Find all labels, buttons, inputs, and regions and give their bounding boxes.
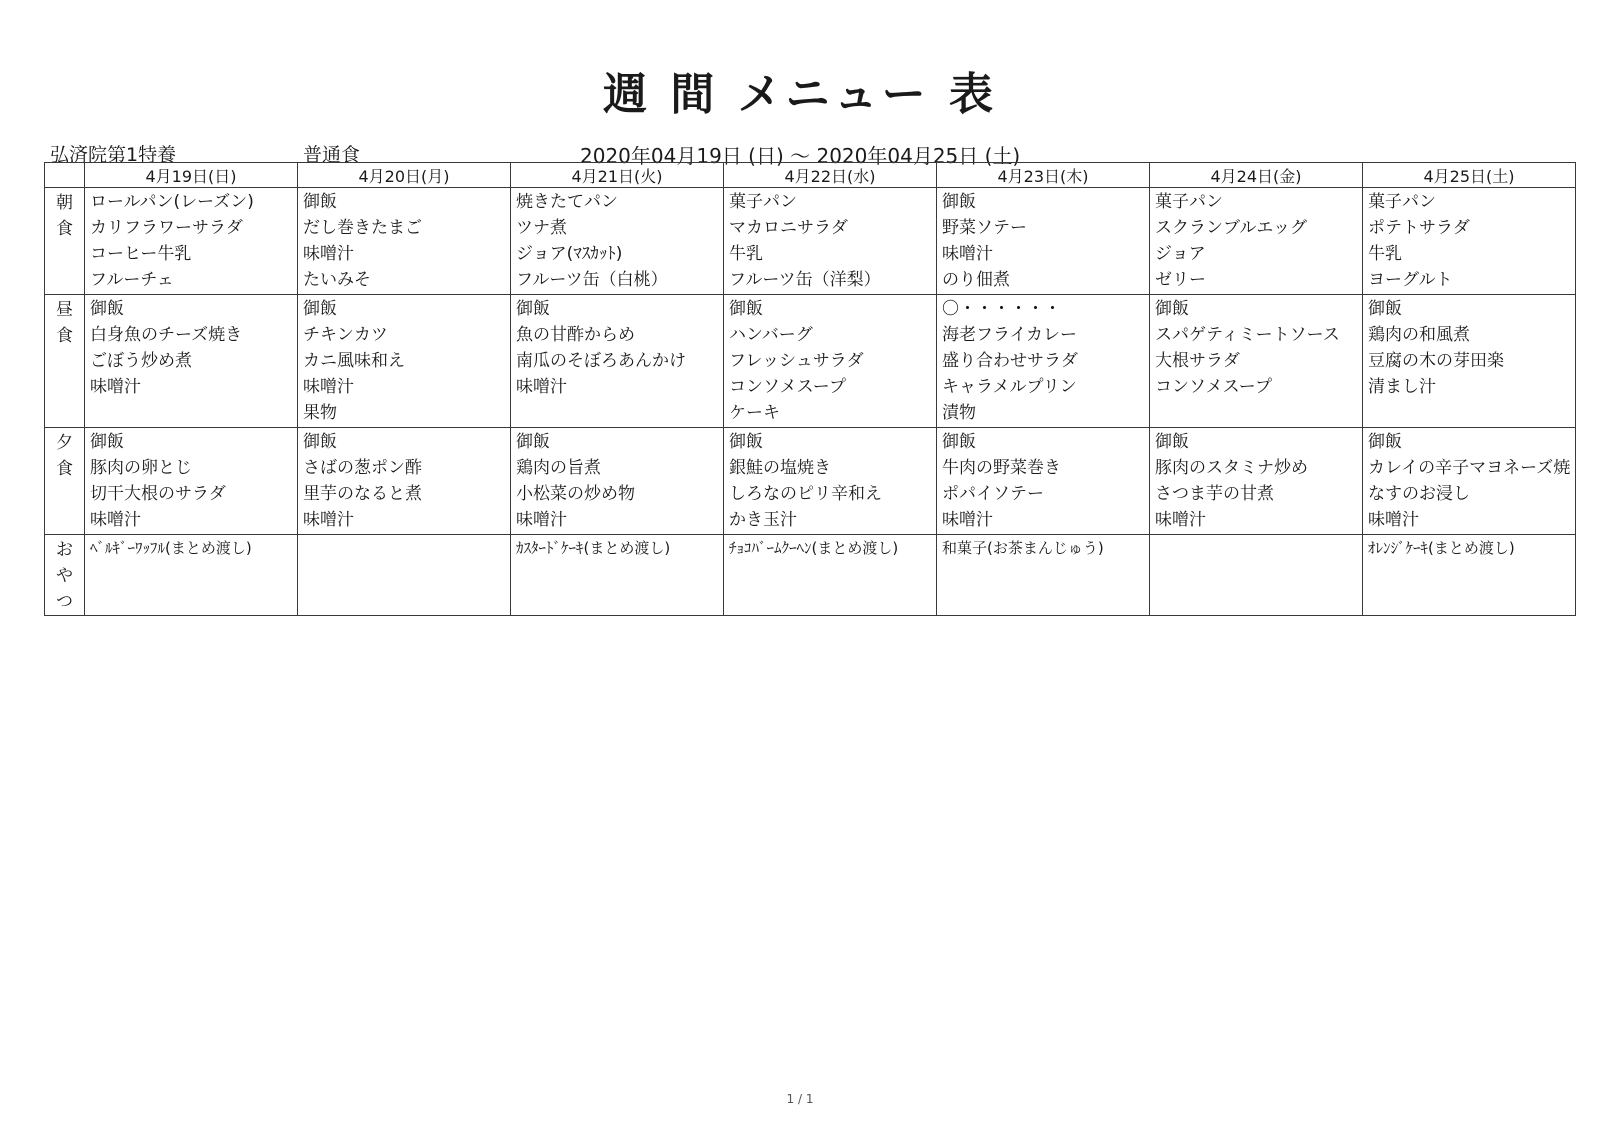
menu-item: フレッシュサラダ [729, 351, 864, 371]
menu-item: 味噌汁 [942, 510, 993, 530]
menu-item: ポテトサラダ [1368, 218, 1470, 238]
menu-item: 菓子パン [1368, 192, 1436, 212]
menu-item: 豆腐の木の芽田楽 [1368, 351, 1504, 371]
menu-item: 菓子パン [729, 192, 797, 212]
menu-item: 野菜ソテー [942, 218, 1027, 238]
dinner-cell [724, 428, 937, 535]
corner-cell [45, 163, 85, 188]
menu-item: 銀鮭の塩焼き [729, 458, 831, 478]
menu-item: スパゲティミートソース [1155, 325, 1340, 345]
menu-item: 御飯 [1155, 299, 1189, 319]
menu-item: 御飯 [942, 192, 976, 212]
menu-item: 御飯 [1368, 299, 1402, 319]
menu-item: 御飯 [942, 432, 976, 452]
facility-name: 弘済院第1特養 [50, 144, 177, 166]
menu-item: カニ風味和え [303, 351, 405, 371]
breakfast-row [45, 188, 1576, 295]
menu-item: かき玉汁 [729, 510, 797, 530]
menu-item: のり佃煮 [942, 270, 1010, 290]
menu-item: 焼きたてパン [516, 192, 618, 212]
dinner-label: 夕 食 [45, 428, 85, 535]
snack-cell [511, 535, 724, 616]
menu-item: 御飯 [516, 299, 550, 319]
menu-item: 味噌汁 [90, 377, 141, 397]
page-title: 週 間 メニュー 表 [603, 69, 997, 120]
page-number: 1 / 1 [786, 1092, 814, 1106]
menu-item: だし巻きたまご [303, 218, 422, 238]
menu-item: 鶏肉の和風煮 [1368, 325, 1470, 345]
menu-item: スクランブルエッグ [1155, 218, 1307, 238]
menu-item: 御飯 [1368, 432, 1402, 452]
menu-item: 味噌汁 [516, 377, 567, 397]
lunch-cell [937, 295, 1150, 428]
breakfast-cell [1363, 188, 1576, 295]
menu-item: 里芋のなると煮 [303, 484, 422, 504]
menu-item: コンソメスープ [729, 377, 846, 397]
menu-item: 大根サラダ [1155, 351, 1240, 371]
menu-item: 味噌汁 [942, 244, 993, 264]
menu-item: 豚肉のスタミナ炒め [1155, 458, 1308, 478]
breakfast-cell [937, 188, 1150, 295]
snack-cell [85, 535, 298, 616]
menu-item: 味噌汁 [516, 510, 567, 530]
lunch-cell [511, 295, 724, 428]
menu-item: ハンバーグ [729, 325, 813, 345]
menu-item: コンソメスープ [1155, 377, 1272, 397]
menu-item: しろなのピリ辛和え [729, 484, 882, 504]
menu-item: 和菓子(お茶まんじゅう) [942, 539, 1104, 557]
menu-item: ヨーグルト [1368, 270, 1453, 290]
snack-cell [1363, 535, 1576, 616]
day-header: 4月25日(土) [1363, 163, 1576, 188]
menu-item: 牛乳 [729, 244, 763, 264]
menu-item: さつま芋の甘煮 [1155, 484, 1274, 504]
menu-item: なすのお浸し [1368, 484, 1470, 504]
breakfast-cell [85, 188, 298, 295]
snack-cell [724, 535, 937, 616]
snack-cell [298, 535, 511, 616]
menu-item: 魚の甘酢からめ [516, 325, 635, 345]
menu-item: 菓子パン [1155, 192, 1223, 212]
dinner-cell [85, 428, 298, 535]
menu-item: カレイの辛子マヨネーズ焼 [1368, 458, 1571, 478]
menu-item: ゼリー [1155, 270, 1206, 290]
menu-item: 南瓜のそぼろあんかけ [516, 351, 686, 371]
menu-item: 味噌汁 [303, 377, 354, 397]
menu-item: 豚肉の卵とじ [90, 458, 192, 478]
breakfast-cell [724, 188, 937, 295]
day-header: 4月19日(日) [85, 163, 298, 188]
lunch-cell [1150, 295, 1363, 428]
day-header: 4月20日(月) [298, 163, 511, 188]
menu-item: 白身魚のチーズ焼き [90, 325, 243, 345]
menu-item: ジョア(ﾏｽｶｯﾄ) [516, 244, 623, 264]
dinner-cell [1150, 428, 1363, 535]
dinner-row [45, 428, 1576, 535]
menu-item: ﾁｮｺﾊﾞｰﾑｸｰﾍﾝ(まとめ渡し) [729, 539, 899, 557]
menu-item: 切干大根のサラダ [90, 484, 226, 504]
snack-cell [1150, 535, 1363, 616]
breakfast-label: 朝 食 [45, 188, 85, 295]
menu-item: ﾍﾞﾙｷﾞｰﾜｯﾌﾙ(まとめ渡し) [90, 539, 252, 557]
menu-item: 小松菜の炒め物 [516, 484, 635, 504]
day-header: 4月21日(火) [511, 163, 724, 188]
dinner-cell [298, 428, 511, 535]
menu-item: 牛肉の野菜巻き [942, 458, 1061, 478]
menu-item: コーヒー牛乳 [90, 244, 192, 264]
menu-item: ｵﾚﾝｼﾞｹｰｷ(まとめ渡し) [1368, 539, 1515, 557]
menu-item: フルーツ缶（白桃） [516, 270, 668, 290]
menu-item: 御飯 [1155, 432, 1189, 452]
menu-item: 鶏肉の旨煮 [516, 458, 601, 478]
weekly-menu-table [44, 162, 1576, 616]
menu-item: 味噌汁 [303, 510, 354, 530]
breakfast-cell [298, 188, 511, 295]
menu-item: ツナ煮 [516, 218, 567, 238]
menu-item: 御飯 [729, 299, 763, 319]
menu-item: ケーキ [729, 403, 780, 423]
dinner-cell [511, 428, 724, 535]
menu-item: 御飯 [90, 432, 124, 452]
day-header: 4月22日(水) [724, 163, 937, 188]
menu-item: 〇・・・・・・ [942, 299, 1061, 319]
menu-item: さばの葱ポン酢 [303, 458, 422, 478]
menu-item: 味噌汁 [1155, 510, 1206, 530]
lunch-label: 昼 食 [45, 295, 85, 428]
menu-item: カリフラワーサラダ [90, 218, 243, 238]
menu-item: 清まし汁 [1368, 377, 1436, 397]
diet-type: 普通食 [303, 144, 361, 166]
menu-item: ポパイソテー [942, 484, 1044, 504]
menu-item: 味噌汁 [90, 510, 141, 530]
lunch-cell [724, 295, 937, 428]
menu-item: 盛り合わせサラダ [942, 351, 1078, 371]
menu-item: 味噌汁 [1368, 510, 1419, 530]
snack-row [45, 535, 1576, 616]
menu-item: 御飯 [90, 299, 124, 319]
menu-item: 漬物 [942, 403, 976, 423]
menu-item: マカロニサラダ [729, 218, 848, 238]
menu-item: 御飯 [303, 192, 337, 212]
menu-item: キャラメルプリン [942, 377, 1077, 397]
day-header: 4月23日(木) [937, 163, 1150, 188]
menu-item: たいみそ [303, 270, 371, 290]
dinner-cell [1363, 428, 1576, 535]
menu-item: 御飯 [303, 432, 337, 452]
menu-item: 果物 [303, 403, 337, 423]
menu-item: 御飯 [729, 432, 763, 452]
menu-period: 2020年04月19日 (日) ～ 2020年04月25日 (土) [580, 144, 1021, 168]
snack-label: お や つ [45, 535, 85, 616]
lunch-cell [1363, 295, 1576, 428]
menu-item: フルーツ缶（洋梨） [729, 270, 881, 290]
snack-cell [937, 535, 1150, 616]
breakfast-cell [511, 188, 724, 295]
lunch-cell [298, 295, 511, 428]
menu-item: フルーチェ [90, 270, 174, 290]
lunch-row [45, 295, 1576, 428]
menu-item: 御飯 [303, 299, 337, 319]
menu-item: 御飯 [516, 432, 550, 452]
lunch-cell [85, 295, 298, 428]
menu-item: チキンカツ [303, 325, 388, 345]
menu-item: 海老フライカレー [942, 325, 1077, 345]
menu-item: ロールパン(レーズン) [90, 192, 254, 212]
menu-item: ごぼう炒め煮 [90, 351, 192, 371]
menu-item: 牛乳 [1368, 244, 1402, 264]
menu-item: ｶｽﾀｰﾄﾞｹｰｷ(まとめ渡し) [516, 539, 671, 557]
menu-item: 味噌汁 [303, 244, 354, 264]
dinner-cell [937, 428, 1150, 535]
day-header: 4月24日(金) [1150, 163, 1363, 188]
day-header-row [45, 163, 1576, 188]
breakfast-cell [1150, 188, 1363, 295]
menu-item: ジョア [1155, 244, 1206, 264]
